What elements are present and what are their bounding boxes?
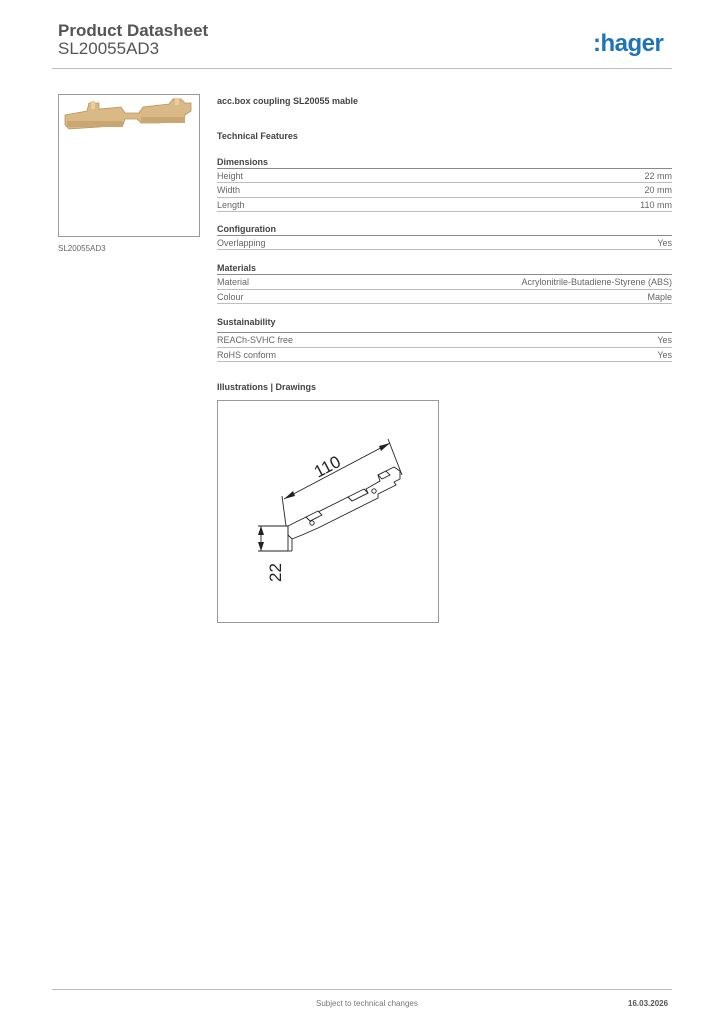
spec-row-height: [217, 168, 672, 182]
logo-text: hager: [600, 30, 664, 57]
spec-row-reach: [217, 332, 672, 346]
length-dimension-label: 110: [310, 452, 344, 482]
spec-value: Yes: [657, 335, 672, 345]
spec-row-rohs: [217, 347, 672, 361]
spec-label: Height: [217, 171, 244, 181]
product-name: acc.box coupling SL20055 mable: [217, 96, 359, 106]
spec-value: 110 mm: [640, 200, 672, 210]
spec-label: REACh-SVHC free: [217, 335, 294, 345]
spec-value: Maple: [647, 292, 672, 302]
product-photo: [58, 94, 200, 237]
spec-row-length: [217, 197, 672, 211]
spec-label: Length: [217, 200, 245, 210]
spec-label: Width: [217, 185, 241, 195]
spec-value: Yes: [657, 350, 672, 360]
spec-value: Yes: [657, 238, 672, 248]
spec-row-width: [217, 182, 672, 196]
section-title-configuration: Configuration: [217, 224, 276, 234]
spec-label: Colour: [217, 292, 244, 302]
header-divider: [52, 68, 672, 69]
section-bottom-rule: [217, 249, 672, 250]
technical-features-heading: Technical Features: [217, 131, 298, 141]
section-title-sustainability: Sustainability: [217, 317, 276, 327]
footer-date: 16.03.2026: [628, 999, 669, 1008]
spec-value: 22 mm: [644, 171, 672, 181]
spec-row-overlapping: [217, 235, 672, 249]
hager-logo: [593, 30, 663, 58]
spec-value: Acrylonitrile-Butadiene-Styrene (ABS): [521, 277, 672, 287]
spec-label: Overlapping: [217, 238, 266, 248]
section-bottom-rule: [217, 211, 672, 212]
product-code: SL20055AD3: [58, 39, 160, 58]
spec-row-colour: [217, 289, 672, 303]
logo-dots-icon: :: [593, 30, 601, 57]
spec-label: Material: [217, 277, 250, 287]
footer-note: Subject to technical changes: [316, 999, 418, 1008]
technical-drawing-image: [218, 401, 438, 622]
spec-value: 20 mm: [644, 185, 672, 195]
section-bottom-rule: [217, 361, 672, 362]
height-dimension-label: 22: [266, 563, 285, 582]
spec-row-material: [217, 274, 672, 288]
footer-divider: [52, 989, 672, 990]
illustrations-heading: Illustrations | Drawings: [217, 382, 317, 392]
section-bottom-rule: [217, 303, 672, 304]
section-title-dimensions: Dimensions: [217, 157, 269, 167]
section-title-materials: Materials: [217, 263, 257, 273]
spec-label: RoHS conform: [217, 350, 277, 360]
document-title: Product Datasheet: [58, 21, 209, 40]
product-photo-image: [59, 95, 199, 236]
photo-caption: SL20055AD3: [58, 244, 106, 253]
technical-drawing: [217, 400, 439, 623]
